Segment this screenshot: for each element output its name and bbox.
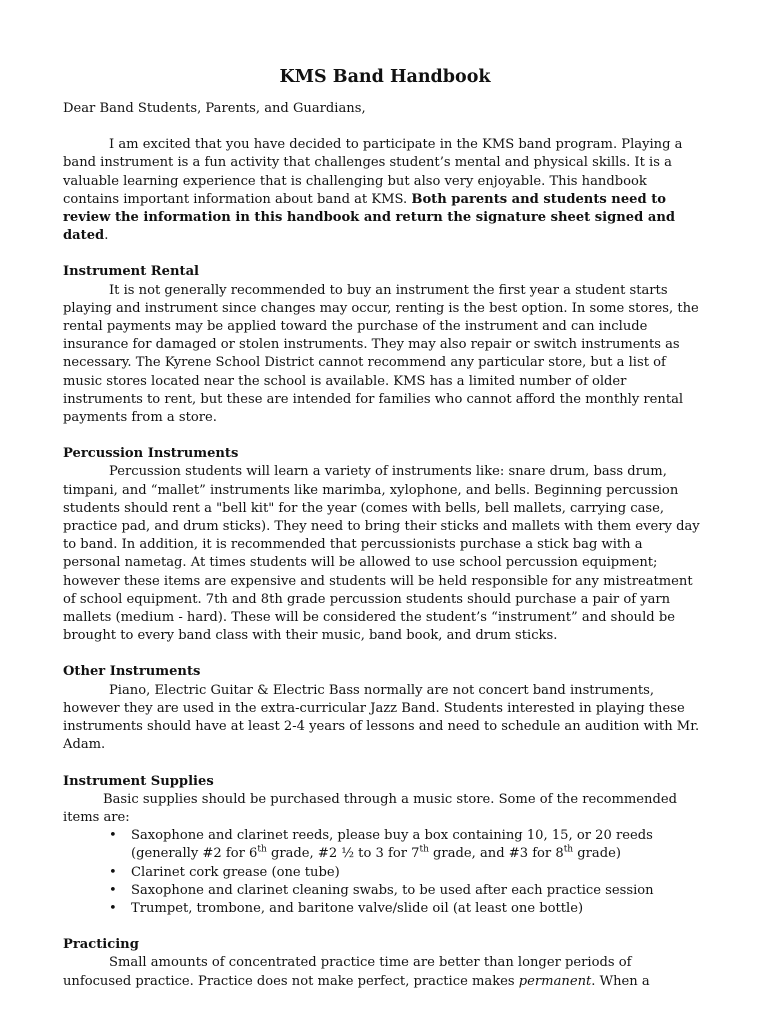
supplies-intro: Basic supplies should be purchased through a music store. Some of the recommended items are: [63,791,677,825]
list-item: • Saxophone and clarinet cleaning swabs, to be used after each practice session [131,882,703,900]
intro-end: . [104,228,109,244]
intro-bold-text: Both parents and students need to review the information in this handbook and return the signature sheet signed and dated [63,191,676,244]
heading-instrument-rental: Instrument Rental [63,264,200,280]
list-item: • Saxophone and clarinet reeds, please buy a box containing 10, 15, or 20 reeds (generally #2 for 6th grade, #2 ½ to 3 for 7th grade, and #3 for 8th grade) [109,828,653,862]
percussion-paragraph: Percussion students will learn a variety of instruments like: snare drum, bass drum, timpani, and “mallet” instruments like marimba, xylophone, and bells. Beginning percussion students should rent a "bell kit" for the year (comes with bells, bell mallets, carrying case, practice pad, and drum sticks). They need to bring their sticks and mallets with them every day to band. In addition, it is recommended that percussionists purchase a stick bag with a personal nametag. At times students will be allowed to use school percussion equipment; however these items are expensive and students will be held responsible for any mistreatment of school equipment. 7th and 8th grade percussion students should purchase a pair of yarn mallets (medium - hard). These will be considered the student’s “instrument” and should be brought to every band class with their music, band book, and drum sticks. [63,464,700,644]
bullet-icon: • [109,864,117,880]
heading-other-instruments: Other Instruments [63,664,201,680]
heading-instrument-supplies: Instrument Supplies [63,773,214,789]
bullet-icon: • [109,900,117,916]
bullet-icon: • [109,882,117,898]
rental-paragraph: It is not generally recommended to buy an instrument the first year a student starts playing and instrument since changes may occur, renting is the best option. In some stores, the rental payments may be applied toward the purchase of the instrument and can include insurance for damaged or stolen instruments. They may also repair or switch instruments as necessary. The Kyrene School District cannot recommend any particular store, but a list of music stores located near the school is available. KMS has a limited number of older instruments to rent, but these are intended for families who cannot afford the monthly rental payments from a store. [63,282,699,426]
practicing-paragraph: Small amounts of concentrated practice time are better than longer periods of unfocused practice. Practice does not make perfect, practice makes permanent. When a [63,955,650,989]
list-item: • Trumpet, trombone, and baritone valve/slide oil (at least one bottle) [131,900,703,918]
bullet-icon: • [109,828,117,844]
document-page [63,66,703,991]
heading-percussion-instruments: Percussion Instruments [63,446,239,462]
intro-text: I am excited that you have decided to participate in the KMS band program. Playing a band instrument is a fun activity that challenges student’s mental and physical skills. It is a valuable learning experience that is challenging but also very enjoyable. This handbook contains important information about band at KMS. [63,137,683,207]
other-instruments-paragraph: Piano, Electric Guitar & Electric Bass normally are not concert band instruments, however they are used in the extra-curricular Jazz Band. Students interested in playing these instruments should have at least 2-4 years of lessons and need to schedule an audition with Mr. Adam. [63,682,700,753]
page-title: KMS Band Handbook [279,67,491,87]
list-item: • Clarinet cork grease (one tube) [131,864,703,882]
emphasis-permanent: permanent [518,973,592,989]
heading-practicing: Practicing [63,937,139,953]
intro-paragraph [63,136,703,245]
greeting: Dear Band Students, Parents, and Guardians, [63,101,366,116]
supplies-list [63,827,703,918]
